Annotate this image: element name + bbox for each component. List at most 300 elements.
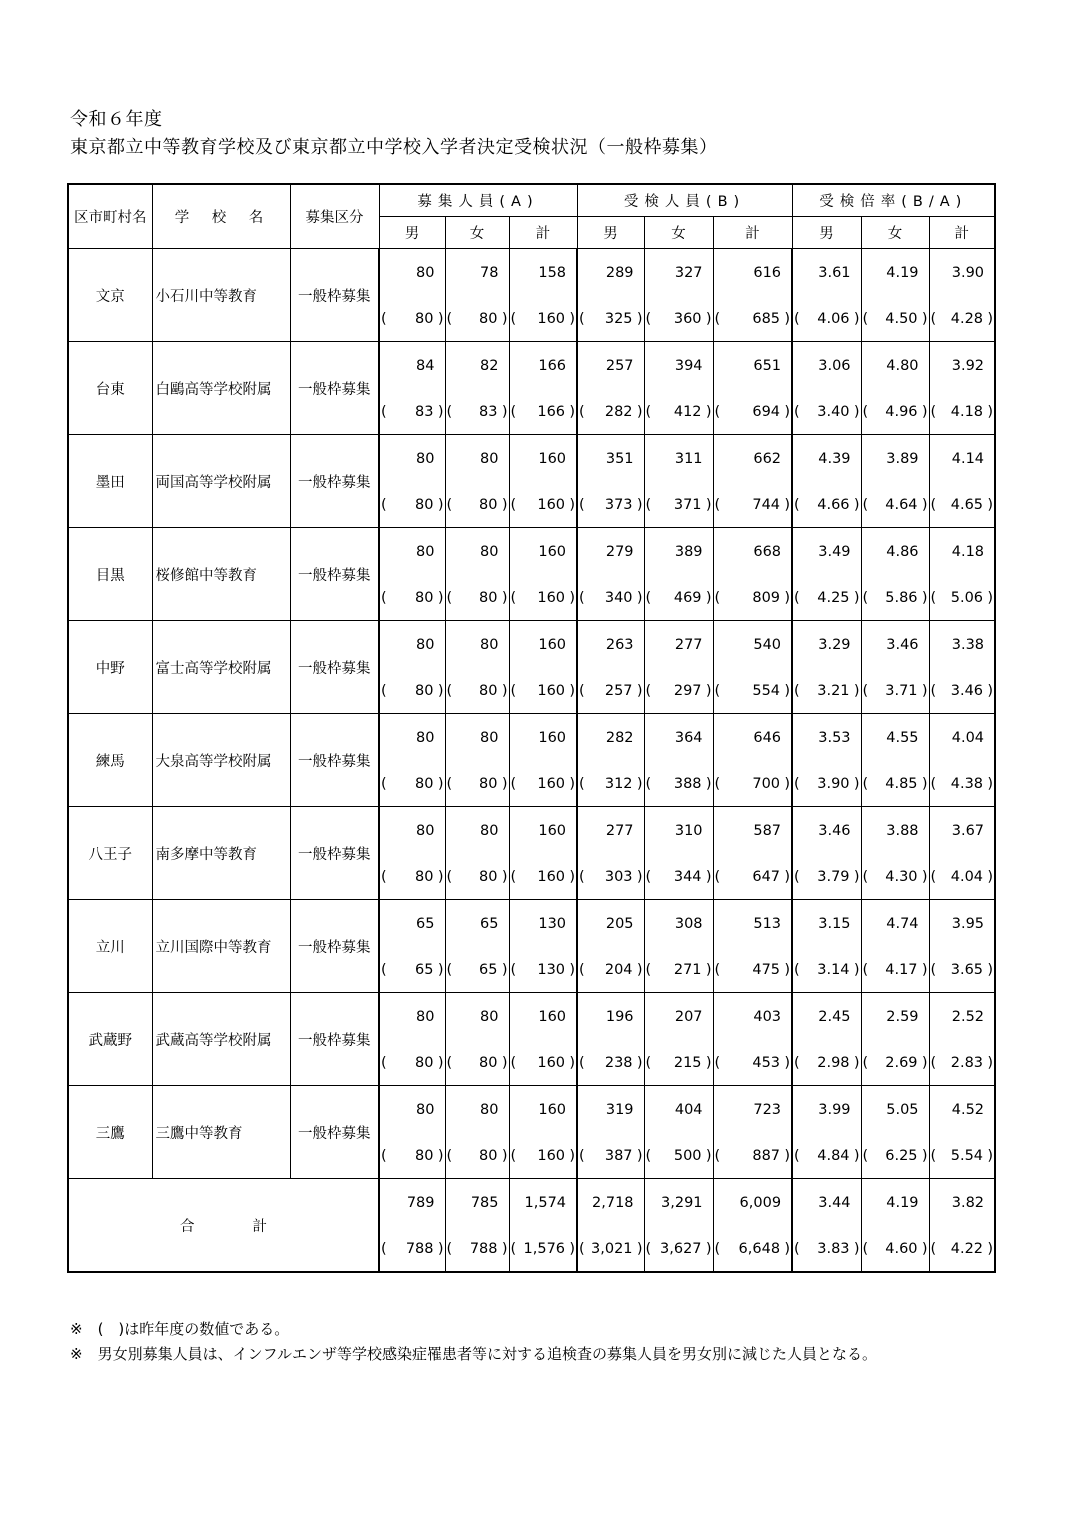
value-pair xyxy=(578,528,644,620)
paren-close: ) xyxy=(705,869,712,885)
paren-close: ) xyxy=(784,590,791,606)
paren-open: ( xyxy=(862,497,869,513)
current-value: 2,718 xyxy=(592,1195,634,1211)
paren-close: ) xyxy=(784,776,791,792)
value-cell xyxy=(644,342,713,435)
value-pair xyxy=(714,528,792,620)
paren-open: ( xyxy=(930,1148,937,1164)
previous-number: 469 xyxy=(673,590,702,606)
value-cell xyxy=(644,621,713,714)
previous-value xyxy=(579,590,643,608)
value-cell xyxy=(445,993,509,1086)
value-cell xyxy=(577,807,644,900)
value-pair xyxy=(446,714,509,806)
current-value: 389 xyxy=(674,544,703,560)
ward-name: 目黒 xyxy=(68,528,152,621)
paren-close: ) xyxy=(987,776,994,792)
recruit-category: 一般枠募集 xyxy=(290,435,379,528)
previous-number: 4.17 xyxy=(885,962,918,978)
current-value: 3.46 xyxy=(886,637,919,653)
paren-open: ( xyxy=(714,590,721,606)
paren-open: ( xyxy=(714,1241,721,1257)
value-cell xyxy=(445,1086,509,1179)
value-pair xyxy=(714,621,792,713)
paren-open: ( xyxy=(381,869,387,885)
paren-open: ( xyxy=(579,311,585,327)
previous-value xyxy=(447,683,508,701)
previous-number: 4.28 xyxy=(950,311,984,327)
value-pair xyxy=(578,249,644,341)
previous-number: 2.83 xyxy=(950,1055,984,1071)
value-cell xyxy=(861,249,929,342)
previous-number: 4.50 xyxy=(885,311,918,327)
current-value: 205 xyxy=(605,916,634,932)
paren-close: ) xyxy=(501,1148,508,1164)
paren-open: ( xyxy=(930,404,937,420)
paren-close: ) xyxy=(921,404,928,420)
paren-close: ) xyxy=(705,962,712,978)
previous-value xyxy=(511,1148,576,1166)
current-value: 616 xyxy=(753,265,782,281)
value-cell xyxy=(577,528,644,621)
value-pair xyxy=(645,342,713,434)
previous-value xyxy=(381,869,444,887)
value-cell xyxy=(861,1086,929,1179)
previous-number: 80 xyxy=(479,590,498,606)
value-pair xyxy=(578,900,644,992)
paren-close: ) xyxy=(987,1241,994,1257)
paren-open: ( xyxy=(446,962,453,978)
value-cell xyxy=(445,249,509,342)
ward-name: 八王子 xyxy=(68,807,152,900)
current-value: 158 xyxy=(538,265,567,281)
paren-close: ) xyxy=(501,1241,508,1257)
current-value: 3.82 xyxy=(951,1195,985,1211)
value-pair xyxy=(510,435,577,527)
previous-number: 554 xyxy=(752,683,781,699)
value-cell xyxy=(577,1086,644,1179)
paren-open: ( xyxy=(446,590,453,606)
previous-number: 80 xyxy=(415,869,434,885)
previous-number: 160 xyxy=(537,497,566,513)
current-value: 3.99 xyxy=(818,1102,851,1118)
value-cell xyxy=(509,621,577,714)
value-pair xyxy=(645,1086,713,1178)
current-value: 80 xyxy=(480,823,499,839)
paren-close: ) xyxy=(853,683,860,699)
paren-open: ( xyxy=(930,869,937,885)
previous-number: 373 xyxy=(604,497,633,513)
value-cell xyxy=(379,714,445,807)
value-pair xyxy=(446,1086,509,1178)
value-pair xyxy=(862,621,929,713)
current-value: 4.52 xyxy=(951,1102,985,1118)
table-row xyxy=(68,900,995,993)
current-value: 785 xyxy=(470,1195,499,1211)
previous-number: 297 xyxy=(673,683,702,699)
current-value: 587 xyxy=(753,823,782,839)
previous-value xyxy=(511,590,576,608)
current-value: 3.95 xyxy=(951,916,985,932)
ward-name: 台東 xyxy=(68,342,152,435)
previous-value xyxy=(447,1055,508,1073)
paren-close: ) xyxy=(705,590,712,606)
paren-open: ( xyxy=(794,1241,800,1257)
paren-close: ) xyxy=(569,869,576,885)
previous-value xyxy=(579,404,643,422)
previous-value xyxy=(863,1148,928,1166)
value-pair xyxy=(714,249,792,341)
previous-value xyxy=(511,683,576,701)
value-cell xyxy=(445,621,509,714)
document-year: 令和６年度 xyxy=(70,109,163,130)
value-pair xyxy=(380,714,445,806)
previous-number: 80 xyxy=(479,311,498,327)
current-value: 311 xyxy=(674,451,703,467)
previous-number: 80 xyxy=(415,1148,434,1164)
ward-name: 墨田 xyxy=(68,435,152,528)
previous-number: 160 xyxy=(537,1148,566,1164)
current-value: 65 xyxy=(480,916,499,932)
value-cell xyxy=(861,1179,929,1273)
paren-close: ) xyxy=(569,776,576,792)
value-cell xyxy=(792,993,861,1086)
previous-value xyxy=(715,1241,791,1259)
value-cell xyxy=(713,435,792,528)
value-pair xyxy=(578,807,644,899)
value-pair xyxy=(862,528,929,620)
previous-number: 166 xyxy=(537,404,566,420)
school-name: 大泉高等学校附属 xyxy=(152,714,290,807)
current-value: 1,574 xyxy=(524,1195,567,1211)
value-cell xyxy=(861,621,929,714)
value-pair xyxy=(510,249,577,341)
current-value: 80 xyxy=(416,730,435,746)
previous-value xyxy=(715,962,791,980)
paren-open: ( xyxy=(862,1055,869,1071)
paren-open: ( xyxy=(930,962,937,978)
value-pair xyxy=(793,714,861,806)
value-pair xyxy=(862,342,929,434)
current-value: 2.52 xyxy=(951,1009,985,1025)
value-pair xyxy=(380,1086,445,1178)
ward-name: 三鷹 xyxy=(68,1086,152,1179)
paren-open: ( xyxy=(794,1148,800,1164)
previous-value xyxy=(715,311,791,329)
paren-close: ) xyxy=(636,776,643,792)
current-value: 4.18 xyxy=(951,544,985,560)
previous-value xyxy=(863,1241,928,1259)
previous-value xyxy=(447,776,508,794)
previous-number: 809 xyxy=(752,590,781,606)
paren-open: ( xyxy=(446,1241,453,1257)
value-pair xyxy=(793,1179,861,1271)
previous-number: 2.98 xyxy=(817,1055,850,1071)
value-cell xyxy=(929,342,995,435)
previous-value xyxy=(931,311,994,329)
current-value: 4.04 xyxy=(951,730,985,746)
paren-close: ) xyxy=(705,404,712,420)
value-pair xyxy=(578,1179,644,1271)
previous-number: 80 xyxy=(479,869,498,885)
paren-close: ) xyxy=(921,1055,928,1071)
previous-value xyxy=(715,497,791,515)
paren-open: ( xyxy=(794,683,800,699)
previous-number: 694 xyxy=(752,404,781,420)
value-cell xyxy=(861,900,929,993)
previous-number: 1,576 xyxy=(523,1241,566,1257)
paren-open: ( xyxy=(930,776,937,792)
header-examinees-b: 受検人員(B) xyxy=(577,184,792,217)
paren-close: ) xyxy=(921,590,928,606)
value-cell xyxy=(644,900,713,993)
value-pair xyxy=(446,1179,509,1271)
paren-close: ) xyxy=(501,1055,508,1071)
previous-value xyxy=(511,311,576,329)
previous-number: 500 xyxy=(673,1148,702,1164)
value-cell xyxy=(792,1179,861,1273)
previous-value xyxy=(715,683,791,701)
current-value: 668 xyxy=(753,544,782,560)
paren-close: ) xyxy=(921,1148,928,1164)
current-value: 130 xyxy=(538,916,567,932)
value-cell xyxy=(379,900,445,993)
previous-number: 80 xyxy=(479,497,498,513)
previous-value xyxy=(863,869,928,887)
paren-open: ( xyxy=(446,869,453,885)
value-cell xyxy=(379,342,445,435)
value-pair xyxy=(510,1179,577,1271)
previous-value xyxy=(931,1241,994,1259)
paren-close: ) xyxy=(987,497,994,513)
previous-value xyxy=(447,590,508,608)
paren-open: ( xyxy=(579,962,585,978)
paren-open: ( xyxy=(510,1241,517,1257)
paren-close: ) xyxy=(501,776,508,792)
paren-close: ) xyxy=(636,590,643,606)
value-cell xyxy=(379,435,445,528)
value-pair xyxy=(578,714,644,806)
paren-close: ) xyxy=(987,962,994,978)
value-pair xyxy=(380,1179,445,1271)
previous-value xyxy=(579,776,643,794)
current-value: 3.53 xyxy=(818,730,851,746)
previous-number: 303 xyxy=(604,869,633,885)
value-pair xyxy=(380,900,445,992)
header-school: 学 校 名 xyxy=(152,184,290,249)
value-cell xyxy=(861,435,929,528)
paren-close: ) xyxy=(853,590,860,606)
paren-open: ( xyxy=(862,683,869,699)
value-pair xyxy=(793,807,861,899)
paren-open: ( xyxy=(510,311,517,327)
value-pair xyxy=(793,900,861,992)
previous-value xyxy=(579,1148,643,1166)
value-cell xyxy=(509,435,577,528)
paren-close: ) xyxy=(636,683,643,699)
current-value: 282 xyxy=(605,730,634,746)
value-cell xyxy=(509,900,577,993)
previous-value xyxy=(863,683,928,701)
previous-value xyxy=(931,590,994,608)
paren-open: ( xyxy=(645,497,652,513)
paren-close: ) xyxy=(437,776,444,792)
paren-open: ( xyxy=(645,776,652,792)
value-cell xyxy=(577,900,644,993)
paren-open: ( xyxy=(579,590,585,606)
school-name: 武蔵高等学校附属 xyxy=(152,993,290,1086)
paren-close: ) xyxy=(705,683,712,699)
value-pair xyxy=(510,528,577,620)
paren-close: ) xyxy=(784,683,791,699)
previous-value xyxy=(381,590,444,608)
recruit-category: 一般枠募集 xyxy=(290,900,379,993)
previous-number: 4.66 xyxy=(817,497,850,513)
previous-value xyxy=(863,311,928,329)
previous-number: 80 xyxy=(415,683,434,699)
previous-number: 4.38 xyxy=(950,776,984,792)
previous-number: 312 xyxy=(604,776,633,792)
current-value: 3.92 xyxy=(951,358,985,374)
current-value: 80 xyxy=(480,730,499,746)
school-name: 桜修館中等教育 xyxy=(152,528,290,621)
value-cell xyxy=(445,528,509,621)
header-female: 女 xyxy=(445,217,509,249)
previous-number: 4.85 xyxy=(885,776,918,792)
paren-open: ( xyxy=(645,683,652,699)
previous-value xyxy=(381,776,444,794)
paren-open: ( xyxy=(645,869,652,885)
paren-close: ) xyxy=(921,497,928,513)
paren-close: ) xyxy=(784,1055,791,1071)
paren-open: ( xyxy=(794,497,800,513)
paren-close: ) xyxy=(437,683,444,699)
previous-number: 4.60 xyxy=(885,1241,918,1257)
paren-close: ) xyxy=(437,1148,444,1164)
paren-open: ( xyxy=(862,1241,869,1257)
value-pair xyxy=(930,528,995,620)
value-pair xyxy=(930,714,995,806)
value-pair xyxy=(380,435,445,527)
current-value: 4.19 xyxy=(886,1195,919,1211)
previous-number: 360 xyxy=(673,311,702,327)
value-pair xyxy=(793,993,861,1085)
paren-close: ) xyxy=(784,404,791,420)
previous-value xyxy=(447,497,508,515)
recruit-category: 一般枠募集 xyxy=(290,342,379,435)
paren-close: ) xyxy=(501,869,508,885)
value-cell xyxy=(929,249,995,342)
current-value: 80 xyxy=(480,1009,499,1025)
value-cell xyxy=(509,807,577,900)
paren-open: ( xyxy=(862,590,869,606)
previous-number: 475 xyxy=(752,962,781,978)
paren-open: ( xyxy=(714,776,721,792)
table-row xyxy=(68,528,995,621)
paren-open: ( xyxy=(862,1148,869,1164)
paren-close: ) xyxy=(569,962,576,978)
previous-value xyxy=(794,590,860,608)
previous-value xyxy=(646,590,712,608)
current-value: 80 xyxy=(416,1102,435,1118)
previous-number: 83 xyxy=(415,404,434,420)
paren-open: ( xyxy=(645,590,652,606)
value-pair xyxy=(578,621,644,713)
previous-number: 160 xyxy=(537,776,566,792)
value-pair xyxy=(510,714,577,806)
paren-open: ( xyxy=(579,869,585,885)
previous-number: 80 xyxy=(415,590,434,606)
header-ward: 区市町村名 xyxy=(68,184,152,249)
paren-close: ) xyxy=(784,1241,791,1257)
previous-value xyxy=(794,1055,860,1073)
value-cell xyxy=(509,342,577,435)
paren-close: ) xyxy=(784,1148,791,1164)
value-cell xyxy=(792,621,861,714)
value-cell xyxy=(445,900,509,993)
paren-open: ( xyxy=(510,776,517,792)
current-value: 404 xyxy=(674,1102,703,1118)
value-cell xyxy=(509,714,577,807)
current-value: 3.49 xyxy=(818,544,851,560)
value-pair xyxy=(380,807,445,899)
previous-value xyxy=(511,497,576,515)
value-cell xyxy=(577,993,644,1086)
table-row xyxy=(68,249,995,342)
previous-number: 83 xyxy=(479,404,498,420)
previous-value xyxy=(794,311,860,329)
previous-value xyxy=(715,1055,791,1073)
previous-number: 2.69 xyxy=(885,1055,918,1071)
value-pair xyxy=(380,249,445,341)
value-pair xyxy=(645,249,713,341)
current-value: 2.59 xyxy=(886,1009,919,1025)
paren-open: ( xyxy=(446,776,453,792)
paren-close: ) xyxy=(853,962,860,978)
paren-close: ) xyxy=(636,404,643,420)
paren-close: ) xyxy=(921,869,928,885)
previous-value xyxy=(794,869,860,887)
previous-value xyxy=(579,1055,643,1073)
value-cell xyxy=(445,1179,509,1273)
value-pair xyxy=(578,993,644,1085)
paren-open: ( xyxy=(930,1241,937,1257)
previous-value xyxy=(447,962,508,980)
previous-number: 6.25 xyxy=(885,1148,918,1164)
paren-close: ) xyxy=(921,311,928,327)
paren-open: ( xyxy=(794,869,800,885)
previous-value xyxy=(715,776,791,794)
paren-open: ( xyxy=(645,1055,652,1071)
paren-open: ( xyxy=(645,404,652,420)
current-value: 310 xyxy=(674,823,703,839)
value-pair xyxy=(380,342,445,434)
value-cell xyxy=(379,1086,445,1179)
paren-open: ( xyxy=(794,404,800,420)
recruit-category: 一般枠募集 xyxy=(290,249,379,342)
value-pair xyxy=(645,528,713,620)
value-cell xyxy=(577,342,644,435)
value-cell xyxy=(644,249,713,342)
current-value: 160 xyxy=(538,730,567,746)
previous-number: 4.04 xyxy=(950,869,984,885)
paren-close: ) xyxy=(784,311,791,327)
value-cell xyxy=(577,621,644,714)
value-cell xyxy=(929,714,995,807)
current-value: 3.89 xyxy=(886,451,919,467)
current-value: 351 xyxy=(605,451,634,467)
current-value: 662 xyxy=(753,451,782,467)
